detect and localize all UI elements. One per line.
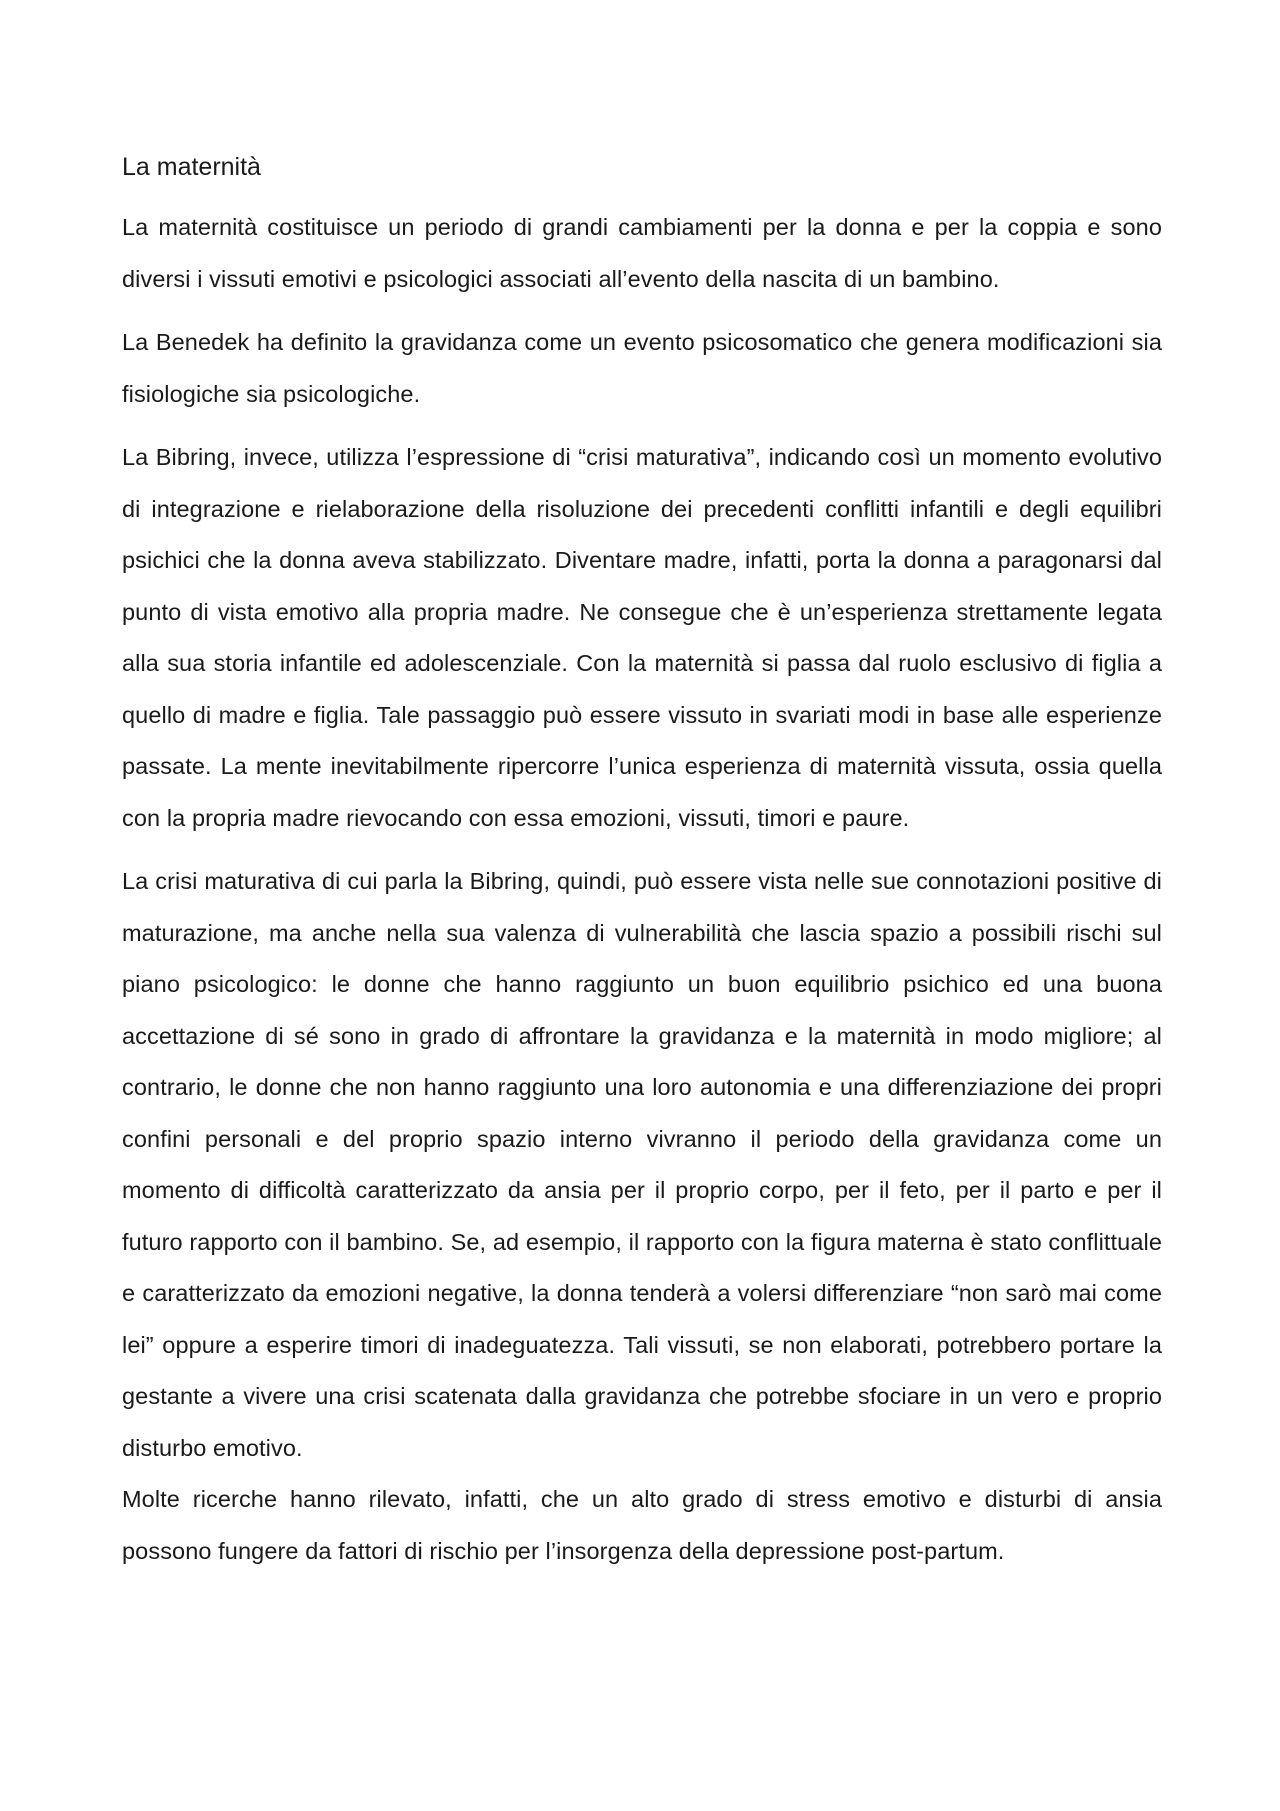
paragraph-bibring: La Bibring, invece, utilizza l’espressione di “crisi maturativa”, indicando così un momento evolutivo di integrazione e rielaborazione della risoluzione dei precedenti conflitti infantili e degli equilibri psichici che la donna aveva stabilizzato. Diventare madre, infatti, porta la donna a paragonarsi dal punto di vista emotivo alla propria madre. Ne consegue che è un’esperienza strettamente legata alla sua storia infantile ed adolescenziale. Con la maternità si passa dal ruolo esclusivo di figlia a quello di madre e figlia. Tale passaggio può essere vissuto in svariati modi in base alle esperienze passate. La mente inevitabilmente ripercorre l’unica esperienza di maternità vissuta, ossia quella con la propria madre rievocando con essa emozioni, vissuti, timori e paure. xyxy=(122,444,1162,831)
paragraph-ricerche: Molte ricerche hanno rilevato, infatti, che un alto grado di stress emotivo e disturbi di ansia possono fungere da fattori di rischio per l’insorgenza della depressione post-partum. xyxy=(122,1486,1162,1564)
paragraph-crisi-maturativa: La crisi maturativa di cui parla la Bibring, quindi, può essere vista nelle sue connotazioni positive di maturazione, ma anche nella sua valenza di vulnerabilità che lascia spazio a possibili rischi sul piano psicologico: le donne che hanno raggiunto un buon equilibrio psichico ed una buona accettazione di sé sono in grado di affrontare la gravidanza e la maternità in modo migliore; al contrario, le donne che non hanno raggiunto una loro autonomia e una differenziazione dei propri confini personali e del proprio spazio interno vivranno il periodo della gravidanza come un momento di difficoltà caratterizzato da ansia per il proprio corpo, per il feto, per il parto e per il futuro rapporto con il bambino. Se, ad esempio, il rapporto con la figura materna è stato conflittuale e caratterizzato da emozioni negative, la donna tenderà a volersi differenziare “non sarò mai come lei” oppure a esperire timori di inadeguatezza. Tali vissuti, se non elaborati, potrebbero portare la gestante a vivere una crisi scatenata dalla gravidanza che potrebbe sfociare in un vero e proprio disturbo emotivo. xyxy=(122,868,1162,1461)
paragraph-benedek: La Benedek ha definito la gravidanza come un evento psicosomatico che genera modificazioni sia fisiologiche sia psicologiche. xyxy=(122,329,1162,407)
paragraph-intro: La maternità costituisce un periodo di grandi cambiamenti per la donna e per la coppia e sono diversi i vissuti emotivi e psicologici associati all’evento della nascita di un bambino. xyxy=(122,214,1162,292)
document-title: La maternità xyxy=(122,153,261,181)
document-page xyxy=(122,150,1162,1589)
